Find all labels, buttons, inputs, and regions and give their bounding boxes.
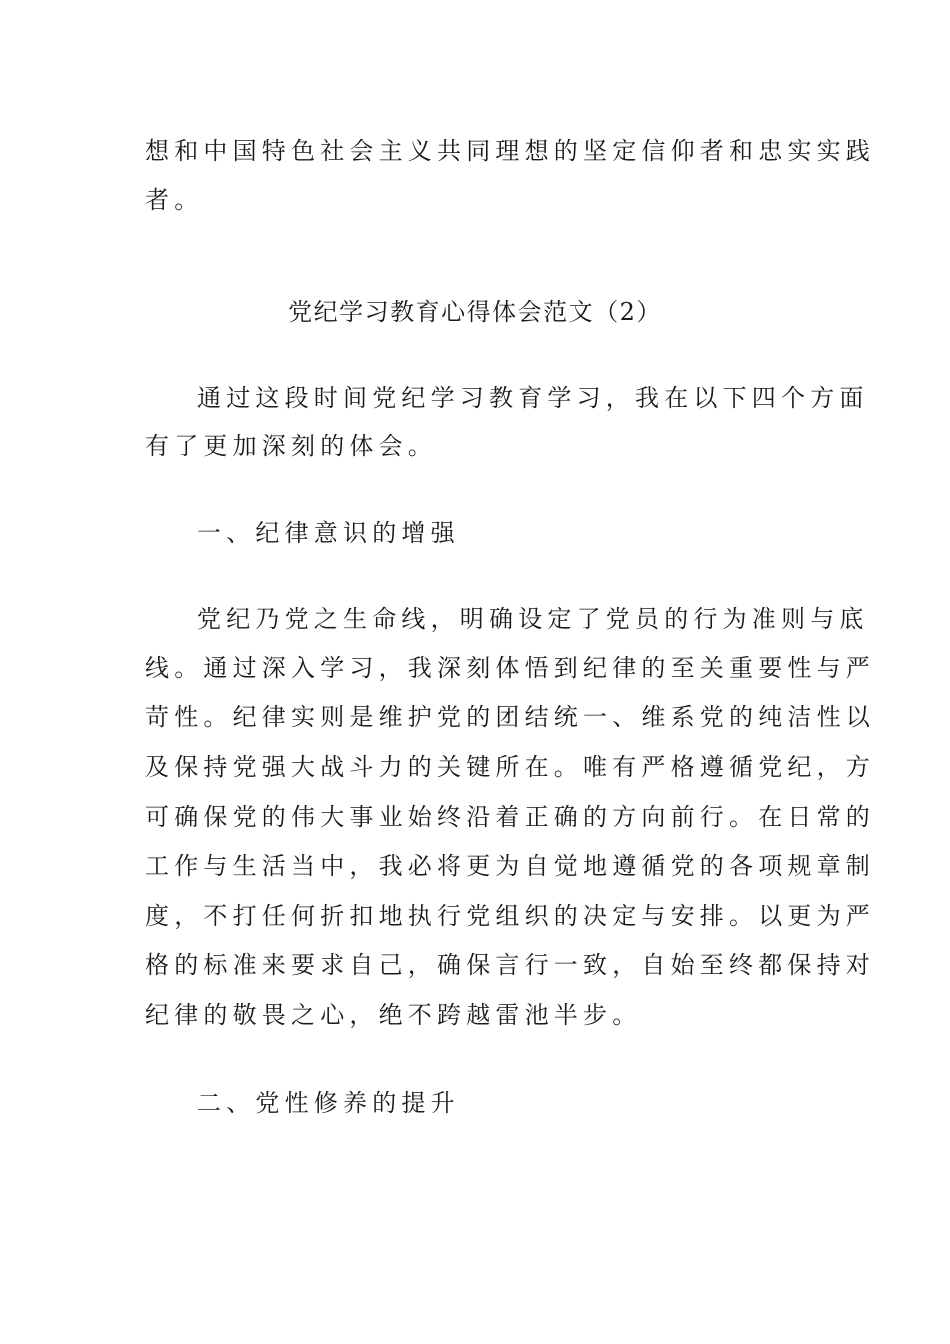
continuation-line-1: 想和中国特色社会主义共同理想的坚定信仰者和忠实实践 [145,137,875,165]
section-1-line-2: 线。通过深入学习，我深刻体悟到纪律的至关重要性与严 [145,654,875,682]
section-1-line-1: 党纪乃党之生命线，明确设定了党员的行为准则与底 [197,605,869,633]
section-1-line-4: 及保持党强大战斗力的关键所在。唯有严格遵循党纪，方 [145,753,875,781]
section-2-heading: 二、党性修养的提升 [197,1089,460,1117]
intro-line-1: 通过这段时间党纪学习教育学习，我在以下四个方面 [197,384,869,412]
section-1-line-8: 格的标准来要求自己，确保言行一致，自始至终都保持对 [145,951,875,979]
section-1-heading: 一、纪律意识的增强 [197,519,460,547]
section-1-line-7: 度，不打任何折扣地执行党组织的决定与安排。以更为严 [145,902,875,930]
intro-line-2: 有了更加深刻的体会。 [145,432,437,460]
section-1-line-9: 纪律的敬畏之心，绝不跨越雷池半步。 [145,1001,642,1029]
section-1-line-3: 苛性。纪律实则是维护党的团结统一、维系党的纯洁性以 [145,703,875,731]
continuation-line-2: 者。 [145,186,204,214]
section-1-line-5: 可确保党的伟大事业始终沿着正确的方向前行。在日常的 [145,803,875,831]
document-title: 党纪学习教育心得体会范文（2） [288,298,662,326]
section-1-line-6: 工作与生活当中，我必将更为自觉地遵循党的各项规章制 [145,852,875,880]
